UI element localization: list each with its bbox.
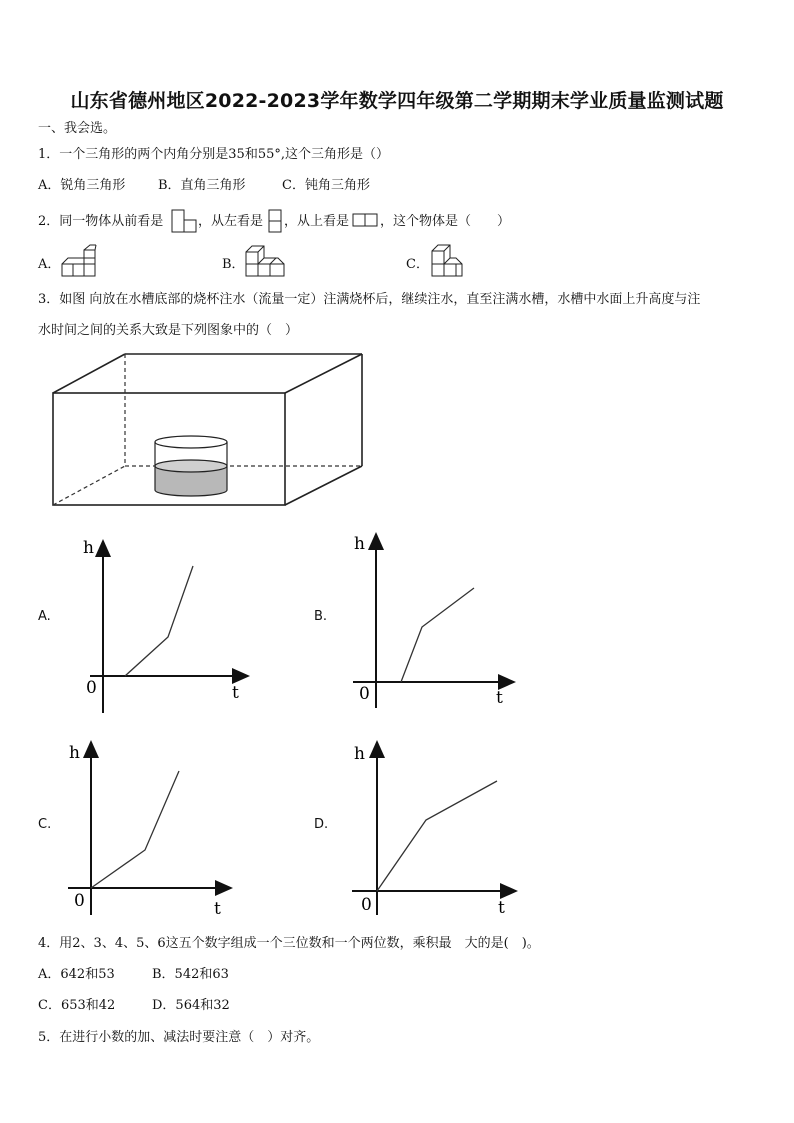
top-view-figure xyxy=(352,212,380,228)
page-title: 山东省德州地区2022-2023学年数学四年级第二学期期末学业质量监测试题 xyxy=(70,90,724,112)
graph-d-x-label: t xyxy=(498,898,505,918)
question-2-stem-part-4: ，这个物体是（ ） xyxy=(380,214,511,229)
cube-figure-a xyxy=(60,244,100,280)
graph-d-y-label: h xyxy=(354,744,365,764)
question-2-stem-part-1: 2．同一物体从前看是 xyxy=(38,214,164,229)
graph-a-x-label: t xyxy=(232,683,239,703)
cube-figure-c xyxy=(428,244,468,280)
beaker-figure xyxy=(155,436,227,496)
question-2-option-b-label: B． xyxy=(222,257,245,272)
water-tank-figure xyxy=(48,350,368,510)
question-1-option-a: A．锐角三角形 xyxy=(38,178,126,193)
graph-option-b xyxy=(350,530,530,710)
question-4-option-c: C．653和42 xyxy=(38,998,116,1013)
question-1-option-c: C．钝角三角形 xyxy=(282,178,370,193)
question-2-option-c-label: C． xyxy=(406,257,429,272)
question-4-option-d: D．564和32 xyxy=(152,998,230,1013)
question-3-stem-line-1: 3．如图 向放在水槽底部的烧杯注水（流量一定）注满烧杯后，继续注水，直至注满水槽，水槽中水面上升高度与注 xyxy=(38,292,701,307)
section-heading: 一、我会选。 xyxy=(38,121,117,136)
question-2-option-a-label: A． xyxy=(38,257,61,272)
graph-option-d-label: D. xyxy=(314,817,329,832)
cube-figure-b xyxy=(244,244,292,280)
question-4-option-a: A．642和53 xyxy=(38,967,115,982)
graph-a-origin-label: 0 xyxy=(86,678,97,698)
graph-b-origin-label: 0 xyxy=(359,684,370,704)
question-4-option-b: B．542和63 xyxy=(152,967,229,982)
graph-option-a-label: A. xyxy=(38,609,51,624)
graph-c-y-label: h xyxy=(69,743,80,763)
graph-option-c xyxy=(68,740,248,920)
graph-option-b-label: B. xyxy=(314,609,328,624)
question-5-stem: 5．在进行小数的加、减法时要注意（ ）对齐。 xyxy=(38,1030,320,1045)
graph-c-origin-label: 0 xyxy=(74,891,85,911)
left-view-figure xyxy=(268,208,284,234)
front-view-figure xyxy=(171,208,199,234)
question-2-stem-part-3: ，从上看是 xyxy=(284,214,350,229)
graph-option-a xyxy=(80,535,260,715)
question-1-stem: 1．一个三角形的两个内角分别是35和55°,这个三角形是（） xyxy=(38,147,389,162)
question-3-stem-line-2: 水时间之间的关系大致是下列图象中的（ ） xyxy=(38,323,299,338)
question-1-option-b: B．直角三角形 xyxy=(158,178,246,193)
graph-option-c-label: C. xyxy=(38,817,52,832)
graph-c-x-label: t xyxy=(214,899,221,919)
graph-a-y-label: h xyxy=(83,538,94,558)
graph-option-d xyxy=(352,740,532,920)
question-2-stem-part-2: ，从左看是 xyxy=(198,214,264,229)
graph-b-x-label: t xyxy=(496,688,503,708)
graph-b-y-label: h xyxy=(354,534,365,554)
graph-d-origin-label: 0 xyxy=(361,895,372,915)
question-4-stem: 4．用2、3、4、5、6这五个数字组成一个三位数和一个两位数，乘积最 大的是( )。 xyxy=(38,936,540,951)
